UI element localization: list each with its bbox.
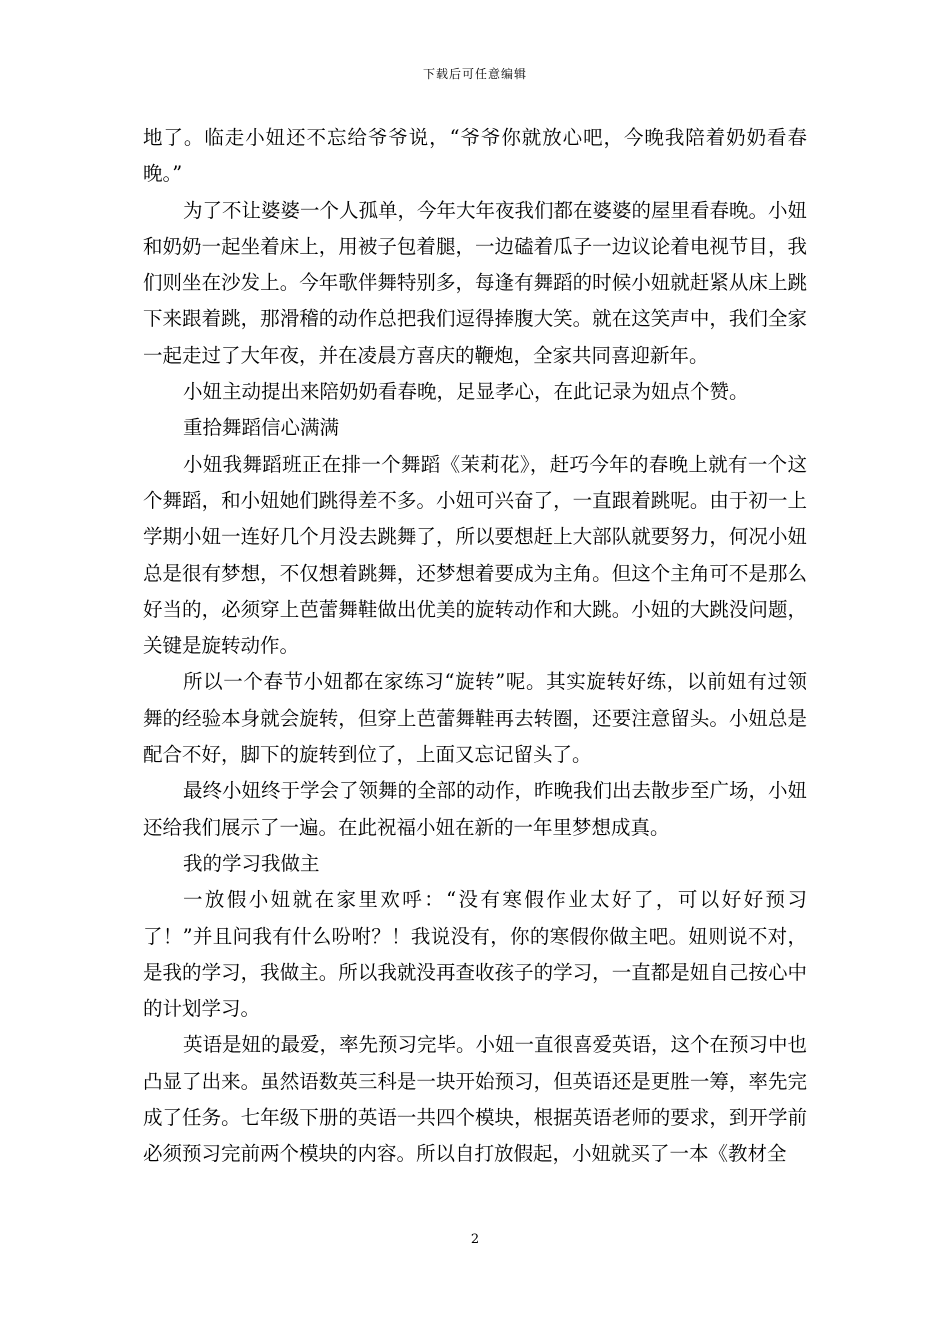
paragraph-continued: 地了。临走小妞还不忘给爷爷说，“爷爷你就放心吧，今晚我陪着奶奶看春晚。” [143, 126, 807, 186]
paragraph: 最终小妞终于学会了领舞的全部的动作，昨晚我们出去散步至广场，小妞还给我们展示了一遍。在此祝福小妞在新的一年里梦想成真。 [143, 779, 808, 839]
paragraph: 为了不让婆婆一个人孤单，今年大年夜我们都在婆婆的屋里看春晚。小妞和奶奶一起坐着床上，用被子包着腿，一边磕着瓜子一边议论着电视节目，我们则坐在沙发上。今年歌伴舞特别多，每逢有舞蹈的时候小妞就赶紧从床上跳下来跟着跳，那滑稽的动作总把我们逗得捧腹大笑。就在这笑声中，我们全家一起走过了大年夜，并在凌晨方喜庆的鞭炮，全家共同喜迎新年。 [143, 198, 808, 367]
paragraph: 英语是妞的最爱，率先预习完毕。小妞一直很喜爱英语，这个在预习中也凸显了出来。虽然语数英三科是一块开始预习，但英语还是更胜一筹，率先完成了任务。七年级下册的英语一共四个模块，根据英语老师的要求，到开学前必须预习完前两个模块的内容。所以自打放假起，小妞就买了一本《教材全 [143, 1033, 808, 1166]
page-header: 下载后可任意编辑 [422, 67, 527, 81]
paragraph: 小妞主动提出来陪奶奶看春晚，足显孝心，在此记录为妞点个赞。 [183, 380, 749, 404]
document-body [143, 120, 807, 1173]
paragraph: 一放假小妞就在家里欢呼：“没有寒假作业太好了，可以好好预习了！”并且问我有什么吩咐？！我说没有，你的寒假你做主吧。妞则说不对，是我的学习，我做主。所以我就没再查收孩子的学习，一直都是妞自己按心中的计划学习。 [143, 888, 807, 1021]
paragraph: 小妞我舞蹈班正在排一个舞蹈《茉莉花》，赶巧今年的春晚上就有一个这个舞蹈，和小妞她们跳得差不多。小妞可兴奋了，一直跟着跳呢。由于初一上学期小妞一连好几个月没去跳舞了，所以要想赶上大部队就要努力，何况小妞总是很有梦想，不仅想着跳舞，还梦想着要成为主角。但这个主角可不是那么好当的，必须穿上芭蕾舞鞋做出优美的旋转动作和大跳。小妞的大跳没问题，关键是旋转动作。 [143, 452, 807, 658]
section-heading: 重拾舞蹈信心满满 [183, 416, 340, 440]
section-heading: 我的学习我做主 [183, 851, 320, 875]
paragraph: 所以一个春节小妞都在家练习“旋转”呢。其实旋转好练，以前妞有过领舞的经验本身就会旋转，但穿上芭蕾舞鞋再去转圈，还要注意留头。小妞总是配合不好，脚下的旋转到位了，上面又忘记留头了。 [143, 670, 807, 767]
page-number: 2 [470, 1232, 480, 1247]
